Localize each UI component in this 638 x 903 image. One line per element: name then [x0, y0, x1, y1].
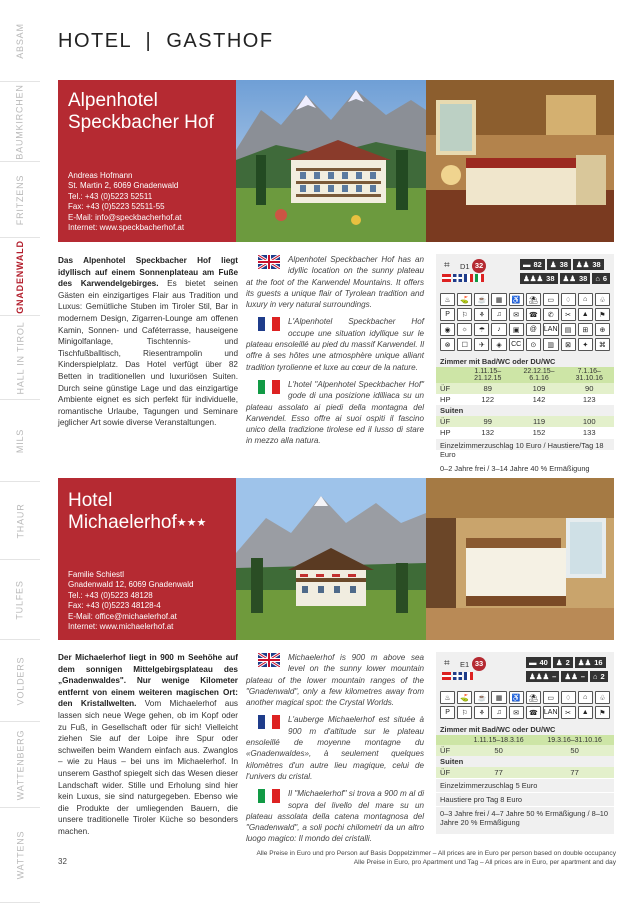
- row-label: ÜF: [436, 767, 462, 778]
- apartments-count: [590, 671, 608, 682]
- hotel2-table-heading: Zimmer mit Bad/WC oder DU/WC: [440, 725, 556, 734]
- nav-tab-hall-in-tirol[interactable]: [0, 316, 40, 400]
- amenity-icon: ▭: [543, 293, 559, 306]
- amenity-icon: ⊞: [578, 323, 593, 336]
- row-label: HP: [436, 394, 462, 405]
- amenity-icon: ✂: [561, 308, 576, 321]
- nav-tab-label: VOLDERS: [15, 656, 25, 705]
- hotel2-description-body: Vom Michaelerhof aus lassen sich neue Wege gehen, ob im Kopf oder zu Fuß, in Gesellschaft oder für sich! Vielleicht ziehen Sie auf der Loipe ihre Spur oder schweifen beim Wandern einfach aus. Zwanglos – wie zu Haus – bei uns im Michaelerhof. In unserem Gasthof spiegelt sich das Wesen dieser Landschaft wider. Stille und Erholung sind hier kein Luxus, sie sind naturgegeben. Ebenso wie die Produkte der umliegenden Bauern, die unsere traditionelle Tiroler Küche so besonders machen.: [58, 699, 238, 836]
- amenity-icon: ▦: [491, 691, 506, 704]
- hotel2-title-line1: Hotel: [68, 490, 113, 511]
- price-cell: 50: [462, 745, 535, 756]
- amenity-icon: CC: [509, 338, 524, 351]
- hotel1-red-panel: [58, 80, 236, 242]
- price-cell: 90: [565, 383, 614, 394]
- grid-reference: D1: [460, 262, 470, 271]
- family-value: –: [580, 672, 585, 681]
- amenity-icon: ♫: [491, 706, 506, 719]
- hotel1-info-box: [436, 254, 614, 473]
- hotel2-address: [68, 570, 193, 632]
- bed-icon: ▬: [523, 260, 531, 269]
- nav-tab-label: ABSAM: [14, 22, 25, 59]
- amenity-icon: ⚐: [457, 706, 472, 719]
- amenity-icon: ⊠: [561, 338, 576, 351]
- footer-note: [256, 849, 616, 868]
- hotel2-note: 0–3 Jahre frei / 4–7 Jahre 50 % Ermäßigung / 8–10 Jahre 20 % Ermäßigung: [436, 806, 614, 829]
- price-cell: 119: [514, 416, 565, 427]
- hotel2-description-lead: Der Michaelerhof liegt in 900 m Seehöhe auf dem sonnigen Mittelgebirgsplateau des „Gnadenwaldes". Nur wenige Kilometer entfernt von einem weiteren magischen Ort: den Kristallwelten.: [58, 653, 238, 709]
- col-header: 19.3.16–31.10.16: [535, 735, 614, 745]
- amenity-icon: ▣: [509, 323, 524, 336]
- france-flag-icon: [464, 672, 473, 680]
- amenity-icon: ▭: [543, 691, 559, 704]
- nav-tab-volders[interactable]: [0, 640, 40, 722]
- nav-tab-label: MILS: [15, 428, 25, 453]
- amenity-icon: ⊗: [440, 338, 455, 351]
- amenity-icon: ▥: [543, 338, 559, 351]
- france-flag-icon: [258, 317, 280, 331]
- nav-tab-fritzens[interactable]: [0, 162, 40, 238]
- hotel1-note: Einzelzimmerzuschlag 10 Euro / Haustiere/Tag 18 Euro: [436, 438, 614, 461]
- france-flag-icon: [464, 274, 473, 282]
- table-row: [436, 767, 614, 778]
- apartment-icon: ⌂: [595, 274, 600, 283]
- amenity-icon: ✉: [509, 706, 524, 719]
- hotel2-info-box: [436, 652, 614, 834]
- amenity-icon: ♪: [491, 323, 506, 336]
- hotel2-interior-photo: [426, 478, 614, 640]
- family-count: [560, 273, 591, 284]
- grid-reference: E1: [460, 660, 470, 669]
- hotel1-translations: [246, 254, 424, 453]
- amenity-icon: ✦: [578, 338, 593, 351]
- nav-tab-absam[interactable]: [0, 0, 40, 82]
- price-cell: 132: [462, 427, 514, 438]
- price-cell: 152: [514, 427, 565, 438]
- map-number-badge: 32: [472, 259, 486, 273]
- price-cell: 133: [565, 427, 614, 438]
- hotel1-description-fr: L'Alpenhotel Speckbacher Hof occupe une situation idyllique sur le plateau ensoleillé au pied du massif Karwendel. Il offre à ses hôtes une atmosphère unique alliant tradition tyrolienne et luxe au cœur de la nature.: [246, 317, 424, 372]
- nav-tab-label: WATTENS: [15, 830, 26, 880]
- hotel1-title-line2: Speckbacher Hof: [68, 112, 214, 133]
- amenity-icon: ✆: [543, 308, 559, 321]
- france-flag-icon: [258, 715, 280, 729]
- amenity-icon: ⌂: [578, 293, 593, 306]
- price-cell: 77: [535, 767, 614, 778]
- hotel1-amenity-icons: [436, 290, 614, 354]
- hotel1-note: 0–2 Jahre frei / 3–14 Jahre 40 % Ermäßigung: [436, 461, 614, 475]
- austria-flag-icon: [442, 274, 451, 282]
- amenity-icon: ⌂: [578, 691, 593, 704]
- col-header: 7.1.16–31.10.16: [565, 367, 614, 383]
- italy-flag-icon: [258, 789, 280, 803]
- amenity-icon: ♧: [595, 691, 610, 704]
- star-rating: ★★★: [176, 517, 207, 529]
- nav-tab-gnadenwald[interactable]: [0, 238, 40, 316]
- address-line: Tel.: +43 (0)5223 48128: [68, 590, 153, 600]
- hotel1-interior-photo: [426, 80, 614, 242]
- hotel1-description-en: Alpenhotel Speckbacher Hof has an idyllic location on the sunny plateau at the foot of the Karwendel Mountains. It offers its guests a unique flair of Tyrolean tradition and luxury in very natural surroundings.: [246, 255, 424, 310]
- grid-icon: ⌗: [444, 260, 450, 271]
- doubles-count: [575, 657, 606, 668]
- footer-line1: Alle Preise in Euro und pro Person auf Basis Doppelzimmer – All prices are in Euro per person based on double occupancy: [256, 850, 616, 857]
- amenity-icon: ◉: [440, 323, 455, 336]
- persons-icon: ♟♟: [577, 658, 592, 667]
- amenity-icon: ☕: [474, 691, 489, 704]
- price-cell: 50: [535, 745, 614, 756]
- doubles-value: 16: [594, 658, 603, 667]
- amenity-icon: ⛳: [457, 691, 472, 704]
- nav-tab-label: HALL IN TIROL: [15, 321, 26, 394]
- hotel2-description-de: [58, 652, 238, 838]
- rooms-count: [553, 657, 573, 668]
- beds-value: 82: [533, 260, 542, 269]
- amenity-icon: ♨: [440, 691, 455, 704]
- suites-value: 38: [546, 274, 555, 283]
- beds-count: [520, 259, 545, 270]
- amenity-icon: ☐: [457, 338, 472, 351]
- price-cell: 77: [462, 767, 535, 778]
- amenity-icon: ◈: [491, 338, 506, 351]
- amenity-icon: LAN: [543, 706, 559, 719]
- amenity-icon: ⊕: [595, 323, 610, 336]
- hotel2-title-line2: Michaelerhof: [68, 512, 177, 533]
- family-count: [561, 671, 588, 682]
- map-number-badge: 33: [472, 657, 486, 671]
- address-line: Andreas Hofmann: [68, 171, 133, 180]
- col-header: 1.11.15–18.3.16: [462, 735, 535, 745]
- amenity-icon: ⊙: [526, 338, 541, 351]
- nav-tab-baumkirchen[interactable]: [0, 82, 40, 162]
- price-cell: 99: [462, 416, 514, 427]
- austria-flag-icon: [442, 672, 451, 680]
- amenity-icon: ☎: [526, 706, 541, 719]
- uk-flag-icon: [453, 274, 462, 282]
- hotel2-note: Einzelzimmerzuschlag 5 Euro: [436, 778, 614, 792]
- amenity-icon: ✈: [474, 338, 489, 351]
- rooms-value: 38: [559, 260, 568, 269]
- apartments-count: [592, 273, 610, 284]
- beds-count: [526, 657, 551, 668]
- amenity-icon: ♢: [561, 691, 576, 704]
- hotel2-exterior-photo: [236, 478, 426, 640]
- address-line: Fax: +43 (0)5223 52511-55: [68, 202, 165, 212]
- address-line: Fax: +43 (0)5223 48128-4: [68, 601, 161, 611]
- amenity-icon: ♨: [440, 293, 455, 306]
- price-cell: 100: [565, 416, 614, 427]
- hotel2-description-it: Il "Michaelerhof" si trova a 900 m al di sopra del livello del mare su un plateau assolata della catena montagnosa del "Gnadenwald", a soli pochi chilometri da un altro luogo magico: Il mondo dei cristalli.: [246, 789, 424, 844]
- price-cell: 123: [565, 394, 614, 405]
- page-header: HOTEL | GASTHOF: [58, 30, 274, 52]
- hotel2-red-panel: [58, 478, 236, 640]
- rooms-count: [547, 259, 571, 270]
- amenity-icon: ♧: [595, 293, 610, 306]
- amenity-icon: ⚘: [474, 308, 489, 321]
- footer-line2: Alle Preise in Euro, pro Apartment und Tag – All prices are in Euro, per apartment and day: [353, 859, 616, 867]
- table-row: [436, 394, 614, 405]
- nav-tab-tulfes[interactable]: [0, 560, 40, 640]
- amenity-icon: ☕: [474, 293, 489, 306]
- family-icon: ♟♟: [564, 672, 578, 681]
- address-line: Internet: www.speckbacherhof.at: [68, 223, 185, 233]
- hotel1-title-line1: Alpenhotel: [68, 90, 158, 111]
- hotel1-price-table: [436, 367, 614, 438]
- amenity-icon: ⚐: [457, 308, 472, 321]
- nav-tab-thaur[interactable]: [0, 482, 40, 560]
- uk-flag-icon: [453, 672, 462, 680]
- amenity-icon: ✂: [561, 706, 576, 719]
- address-line: E-Mail: info@speckbacherhof.at: [68, 212, 182, 222]
- table-row: [436, 383, 614, 394]
- row-label: ÜF: [436, 745, 462, 756]
- price-cell: 142: [514, 394, 565, 405]
- nav-tab-wattens[interactable]: [0, 808, 40, 903]
- price-cell: 122: [462, 394, 514, 405]
- hotel1-address: [68, 171, 184, 233]
- uk-flag-icon: [258, 653, 280, 667]
- nav-tab-label: GNADENWALD: [15, 239, 25, 314]
- address-line: E-Mail: office@michaelerhof.at: [68, 611, 177, 621]
- person-icon: ♟: [549, 260, 557, 269]
- person-icon: ♟: [555, 658, 563, 667]
- amenity-icon: ▤: [561, 323, 576, 336]
- table-row: [436, 745, 614, 756]
- amenity-icon: ⛱: [526, 293, 541, 306]
- hotel1-exterior-photo: [236, 80, 426, 242]
- amenity-icon: ⌘: [595, 338, 610, 351]
- family-icon: ♟♟: [562, 274, 576, 283]
- hotel1-description-body: Es bietet seinen Gästen ein einzigartiges Flair aus Tradition und Luxus: Gemütliche Stuben im Tiroler Stil, Bar in modernem Design, Zigarren-Lounge am offenen Kamin, Sonnen- und Caféterrasse, hauseigene Minigolfanlage, Tischtennis- und Tischfußballtisch, Riesentrampolin und Kinderspielplatz. Das Hotel verfügt über 82 Betten in traditionellen und luxuriösen Suiten. Durch seine günstige Lage und das einzigartige Ambiente eignet es sich perfekt für individuelle, romantische Urlaube, Tagungen und Seminare jeglicher Art sowie diverse Veranstaltungen.: [58, 279, 238, 428]
- amenity-icon: @: [526, 323, 541, 336]
- persons-icon: ♟♟: [575, 260, 590, 269]
- suites-count: [520, 273, 558, 284]
- side-navigation: [0, 0, 40, 903]
- amenity-icon: ♿: [509, 691, 524, 704]
- address-line: St. Martin 2, 6069 Gnadenwald: [68, 181, 179, 191]
- beds-value: 40: [539, 658, 548, 667]
- amenity-icon: ♫: [491, 308, 506, 321]
- apartments-value: 2: [600, 672, 605, 681]
- suites-value: –: [552, 672, 557, 681]
- price-cell: 109: [514, 383, 565, 394]
- hotel2-translations: [246, 652, 424, 851]
- amenity-icon: ▲: [578, 308, 593, 321]
- uk-flag-icon: [258, 255, 280, 269]
- rooms-value: 2: [565, 658, 570, 667]
- hotel1-description-lead: Das Alpenhotel Speckbacher Hof liegt idyllisch auf einem Sonnenplateau am Fuße des Karwendelgebirges.: [58, 256, 238, 289]
- hotel2-note: Haustiere pro Tag 8 Euro: [436, 792, 614, 806]
- price-cell: 89: [462, 383, 514, 394]
- amenity-icon: P: [440, 308, 455, 321]
- nav-tab-label: THAUR: [15, 503, 25, 538]
- italy-flag-icon: [475, 274, 484, 282]
- address-line: Internet: www.michaelerhof.at: [68, 622, 174, 632]
- nav-tab-wattenberg[interactable]: [0, 722, 40, 808]
- amenity-icon: ▦: [491, 293, 506, 306]
- group-icon: ♟♟♟: [523, 274, 544, 283]
- bed-icon: ▬: [529, 658, 537, 667]
- table-row: [436, 416, 614, 427]
- italy-flag-icon: [258, 380, 280, 394]
- hotel2-description-fr: L'auberge Michaelerhof est située à 900 m d'altitude sur le plateau ensoleillé de moyenne montagne du «Gnadenwaldes», à seulement quelques kilomètres d'un autre lieu magique, celui de l'univers du cristal.: [246, 715, 424, 781]
- nav-tab-label: WATTENBERG: [15, 729, 25, 800]
- page-number: 32: [58, 857, 67, 866]
- apartments-value: 6: [602, 274, 608, 283]
- address-line: Tel.: +43 (0)5223 52511: [68, 191, 153, 201]
- doubles-count: [573, 259, 604, 270]
- suites-heading: Suiten: [436, 756, 614, 767]
- nav-tab-label: TULFES: [15, 579, 25, 620]
- amenity-icon: ⚑: [595, 308, 610, 321]
- amenity-icon: ♿: [509, 293, 524, 306]
- address-line: Gnadenwald 12, 6069 Gnadenwald: [68, 580, 194, 590]
- amenity-icon: ✉: [509, 308, 524, 321]
- address-line: Familie Schiestl: [68, 570, 125, 579]
- nav-tab-label: FRITZENS: [15, 174, 25, 225]
- hotel2-amenity-icons: [436, 688, 614, 722]
- table-row: [436, 427, 614, 438]
- amenity-icon: P: [440, 706, 455, 719]
- hotel1-table-heading: Zimmer mit Bad/WC oder DU/WC: [440, 357, 556, 366]
- doubles-value: 38: [592, 260, 601, 269]
- hotel1-description-de: [58, 255, 238, 429]
- col-header: 22.12.15–6.1.16: [514, 367, 565, 383]
- group-icon: ♟♟♟: [529, 672, 550, 681]
- nav-tab-mils[interactable]: [0, 400, 40, 482]
- nav-tab-label: BAUMKIRCHEN: [15, 83, 25, 160]
- row-label: ÜF: [436, 383, 462, 394]
- amenity-icon: ⛱: [526, 691, 541, 704]
- grid-icon: ⌗: [444, 658, 450, 669]
- family-value: 38: [578, 274, 588, 283]
- side-navigation-rule: [40, 0, 41, 903]
- amenity-icon: ⚘: [474, 706, 489, 719]
- row-label: HP: [436, 427, 462, 438]
- apartment-icon: ⌂: [592, 672, 598, 681]
- amenity-icon: LAN: [543, 323, 559, 336]
- hotel2-price-table: [436, 735, 614, 778]
- amenity-icon: ♢: [561, 293, 576, 306]
- amenity-icon: ☎: [526, 308, 541, 321]
- suites-count: [526, 671, 559, 682]
- amenity-icon: ☂: [474, 323, 489, 336]
- row-label: ÜF: [436, 416, 462, 427]
- col-header: 1.11.15–21.12.15: [462, 367, 514, 383]
- suites-heading: Suiten: [436, 405, 614, 416]
- amenity-icon: ☼: [457, 323, 472, 336]
- amenity-icon: ⚑: [595, 706, 610, 719]
- hotel1-description-it: L'hotel "Alpenhotel Speckbacher Hof" gode di una posizione idilliaca su un plateau assolato ai piedi della montagna del Karwendel. Esso offre ai suoi ospiti il fascino unico della tradizione tirolese ed il lusso di stare in mezzo alla natura.: [246, 379, 424, 446]
- hotel2-description-en: Michaelerhof is 900 m above sea level on the sunny lower mountain plateau of the lower mountain ranges of the "Gnadenwald", only a few kilometres away from another magical spot: the Crystal Worlds.: [246, 653, 424, 708]
- amenity-icon: ▲: [578, 706, 593, 719]
- amenity-icon: ⛳: [457, 293, 472, 306]
